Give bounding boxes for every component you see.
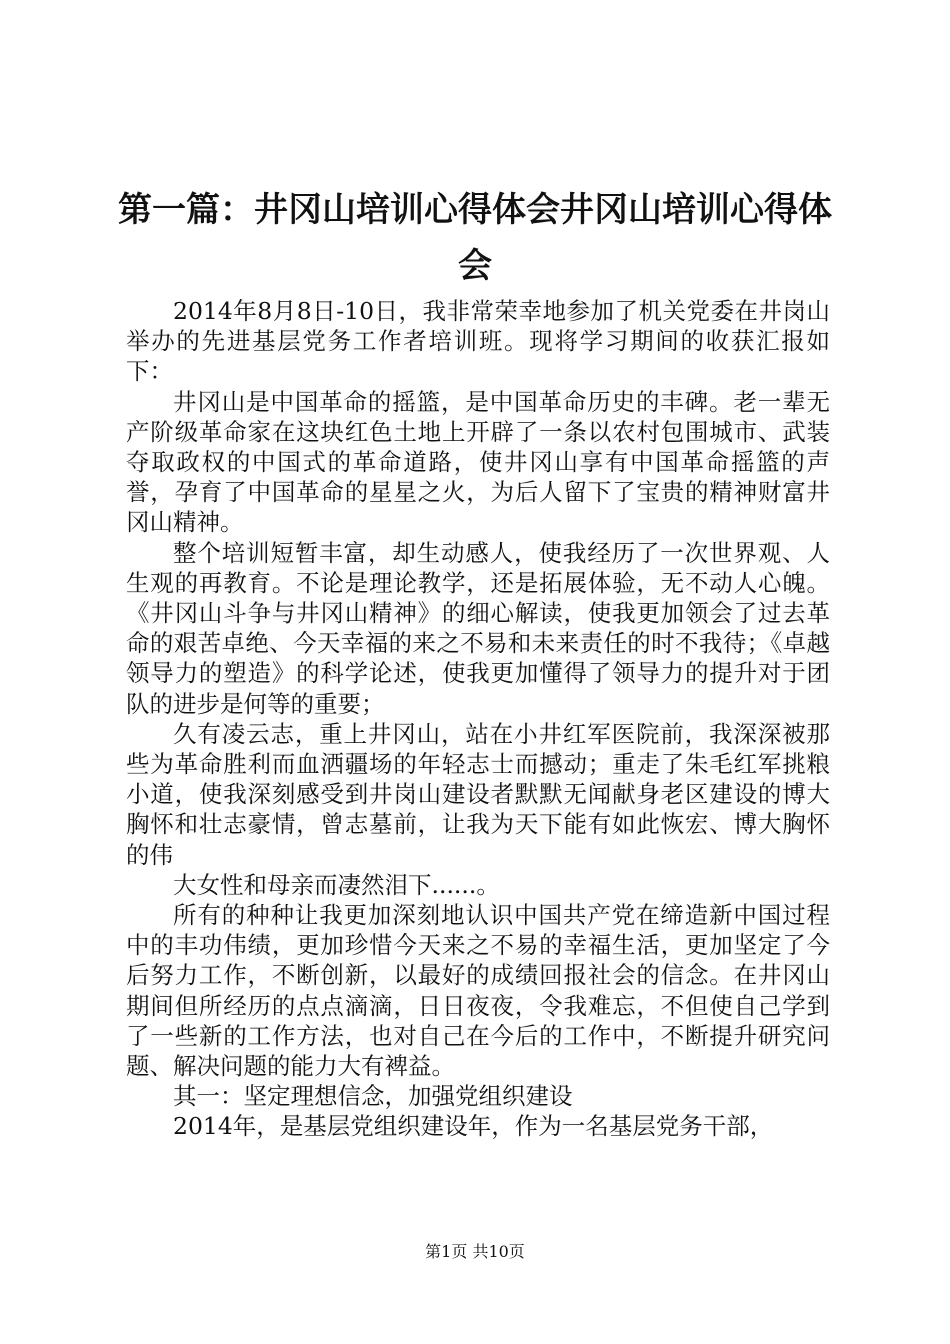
paragraph-2: 井冈山是中国革命的摇篮，是中国革命历史的丰碑。老一辈无产阶级革命家在这块红色土地上开辟了一条以农村包围城市、武装夺取政权的中国式的革命道路，使井冈山享有中国革命摇篮的声誉，孕育了中国革命的星星之火，为后人留下了宝贵的精神财富井冈山精神。 <box>126 387 830 537</box>
document-title: 第一篇：井冈山培训心得体会井冈山培训心得体会 <box>118 190 832 286</box>
page-number-footer: 第1页 共10页 <box>425 1242 525 1261</box>
paragraph-1: 2014年8月8日-10日，我非常荣幸地参加了机关党委在井岗山举办的先进基层党务工作者培训班。现将学习期间的收获汇报如下： <box>126 297 830 386</box>
paragraph-7: 2014年，是基层党组织建设年，作为一名基层党务干部， <box>173 1112 774 1141</box>
paragraph-5: 大女性和母亲而凄然泪下......。 <box>173 870 500 899</box>
paragraph-4: 久有凌云志，重上井冈山，站在小井红军医院前，我深深被那些为革命胜利而血洒疆场的年轻志士而撼动；重走了朱毛红军挑粮小道，使我深刻感受到井岗山建设者默默无闻献身老区建设的博大胸怀和壮志豪情，曾志墓前，让我为天下能有如此恢宏、博大胸怀的伟 <box>126 719 830 869</box>
paragraph-3: 整个培训短暂丰富，却生动感人，使我经历了一次世界观、人生观的再教育。不论是理论教学，还是拓展体验，无不动人心魄。《井冈山斗争与井冈山精神》的细心解读，使我更加领会了过去革命的艰苦卓绝、今天幸福的来之不易和未来责任的时不我待；《卓越领导力的塑造》的科学论述，使我更加懂得了领导力的提升对于团队的进步是何等的重要； <box>126 538 830 718</box>
document-body <box>126 296 830 1142</box>
paragraph-6: 所有的种种让我更加深刻地认识中国共产党在缔造新中国过程中的丰功伟绩，更加珍惜今天来之不易的幸福生活，更加坚定了今后努力工作，不断创新，以最好的成绩回报社会的信念。在井冈山期间但所经历的点点滴滴，日日夜夜，令我难忘，不但使自己学到了一些新的工作方法，也对自己在今后的工作中，不断提升研究问题、解决问题的能力大有裨益。 <box>126 901 830 1081</box>
section-heading: 其一：坚定理想信念，加强党组织建设 <box>173 1082 573 1111</box>
